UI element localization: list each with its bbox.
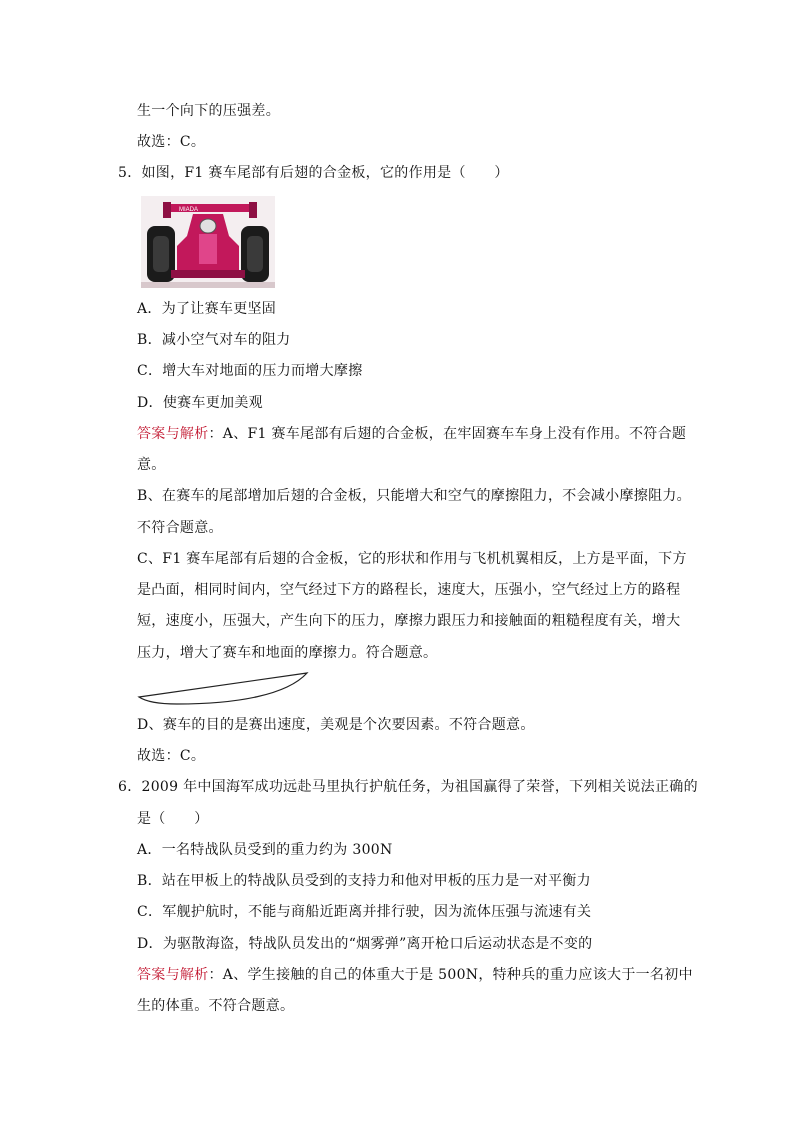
q5-answer: 故选：C。: [137, 748, 206, 764]
q5-analysis-a-line2: 意。: [137, 457, 166, 473]
q6-stem-line2: 是（ ）: [137, 811, 209, 827]
q6-analysis-a-line1: [137, 965, 693, 985]
q5-option-a: A．为了让赛车更坚固: [137, 301, 277, 317]
q5-analysis-c-line4: 压力，增大了赛车和地面的摩擦力。符合题意。: [137, 645, 438, 661]
driver-helmet: [200, 219, 216, 233]
car-logo: MIADA: [179, 207, 199, 213]
q6-analysis-a-line2: 生的体重。不符合题意。: [137, 998, 295, 1014]
q4-analysis-tail: 生一个向下的压强差。: [137, 103, 280, 119]
q6-option-c: C．军舰护航时，不能与商船近距离并排行驶，因为流体压强与流速有关: [137, 904, 592, 920]
q5-analysis-c-line3: 短，速度小，压强大，产生向下的压力，摩擦力跟压力和接触面的粗糙程度有关，增大: [137, 613, 681, 629]
q5-analysis-d: D、赛车的目的是赛出速度，美观是个次要因素。不符合题意。: [137, 717, 535, 733]
q6-stem-line1: 6．2009 年中国海军成功远赴马里执行护航任务，为祖国赢得了荣誉，下列相关说法正确的: [118, 779, 698, 795]
q5-analysis-c-line1: C、F1 赛车尾部有后翅的合金板，它的形状和作用与飞机机翼相反，上方是平面，下方: [137, 551, 687, 567]
q6-analysis-a-text: ：A、学生接触的自己的体重大于是 500N，特种兵的重力应该大于一名初中: [208, 967, 693, 983]
q5-analysis-b-line1: B、在赛车的尾部增加后翅的合金板，只能增大和空气的摩擦阻力，不会减小摩擦阻力。: [137, 488, 691, 504]
front-wing: [171, 270, 245, 278]
q6-option-a: A．一名特战队员受到的重力约为 300N: [137, 842, 393, 858]
q5-analysis-a-text: ：A、F1 赛车尾部有后翅的合金板，在牢固赛车车身上没有作用。不符合题: [208, 426, 687, 442]
q5-option-c: C．增大车对地面的压力而增大摩擦: [137, 363, 363, 379]
q6-analysis-label: 答案与解析: [137, 967, 209, 983]
q5-analysis-label: 答案与解析: [137, 426, 209, 442]
f1-race-car-image: [141, 196, 275, 288]
q6-option-b: B．站在甲板上的特战队员受到的支持力和他对甲板的压力是一对平衡力: [137, 873, 591, 889]
wing-cross-section-diagram: [137, 671, 312, 707]
q5-analysis-a-line1: [137, 424, 686, 444]
q5-stem: 5．如图，F1 赛车尾部有后翅的合金板，它的作用是（ ）: [118, 165, 509, 181]
q5-option-d: D．使赛车更加美观: [137, 395, 263, 411]
q4-answer: 故选：C。: [137, 134, 206, 150]
q5-analysis-b-line2: 不符合题意。: [137, 520, 223, 536]
q6-option-d: D．为驱散海盗，特战队员发出的“烟雾弹”离开枪口后运动状态是不变的: [137, 936, 593, 952]
q5-analysis-c-line2: 是凸面，相同时间内，空气经过下方的路程长，速度大，压强小，空气经过上方的路程: [137, 582, 681, 598]
q5-option-b: B．减小空气对车的阻力: [137, 332, 291, 348]
